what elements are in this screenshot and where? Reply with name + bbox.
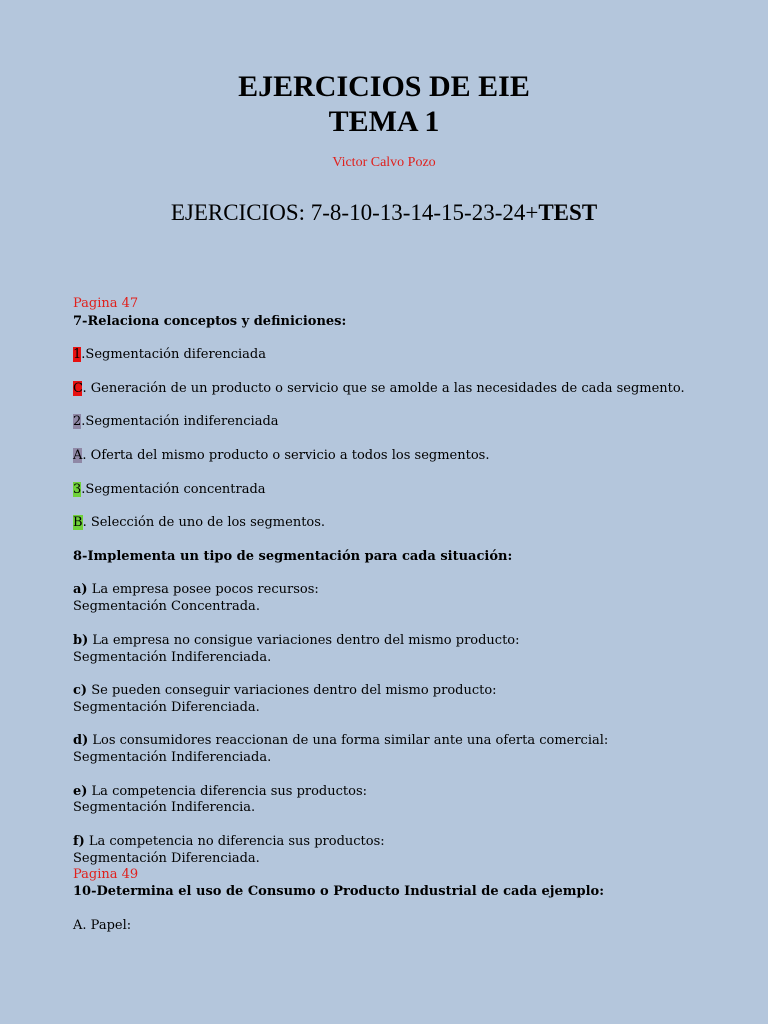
situation-c-label: c)	[73, 683, 88, 698]
match-item-3	[73, 481, 266, 498]
situation-e-label: e)	[73, 784, 88, 799]
situation-c	[73, 682, 497, 699]
match-text-2: .Segmentación indiferenciada	[81, 414, 279, 429]
marker-b: B	[73, 515, 83, 530]
situation-b-answer: Segmentación Indiferenciada.	[73, 650, 272, 665]
situation-b-label: b)	[73, 633, 89, 648]
section-10-heading: 10-Determina el uso de Consumo o Producto Industrial de cada ejemplo:	[73, 884, 605, 899]
situation-e-answer: Segmentación Indiferencia.	[73, 800, 256, 815]
match-item-2	[73, 413, 279, 430]
situation-d-question: Los consumidores reaccionan de una forma similar ante una oferta comercial:	[88, 733, 609, 748]
match-item-c	[73, 380, 685, 397]
situation-d-answer: Segmentación Indiferenciada.	[73, 750, 272, 765]
marker-1: 1	[73, 347, 82, 362]
section-7-heading: 7-Relaciona conceptos y definiciones:	[73, 314, 347, 329]
author-name: Victor Calvo Pozo	[332, 155, 436, 170]
situation-a-answer: Segmentación Concentrada.	[73, 599, 260, 614]
marker-3: 3	[73, 482, 82, 497]
match-item-b	[73, 514, 325, 531]
situation-b	[73, 632, 520, 649]
page-ref-47: Pagina 47	[73, 296, 139, 311]
exercises-prefix: EJERCICIOS: 7-8-10-13-14-15-23-24+	[170, 200, 539, 225]
situation-a	[73, 581, 319, 598]
match-text-a: . Oferta del mismo producto o servicio a todos los segmentos.	[82, 448, 490, 463]
page-ref-49: Pagina 49	[73, 867, 139, 882]
section-8-heading: 8-Implementa un tipo de segmentación para cada situación:	[73, 549, 513, 564]
situation-d	[73, 732, 608, 749]
situation-f-label: f)	[73, 834, 85, 849]
title-line-1: EJERCICIOS DE EIE	[238, 70, 530, 103]
situation-a-question: La empresa posee pocos recursos:	[87, 582, 319, 597]
situation-a-label: a)	[73, 582, 88, 597]
situation-c-answer: Segmentación Diferenciada.	[73, 700, 260, 715]
exercises-test: TEST	[538, 200, 598, 225]
marker-a: A	[73, 448, 83, 463]
exercises-list	[0, 200, 768, 226]
situation-e	[73, 783, 367, 800]
situation-b-question: La empresa no consigue variaciones dentro del mismo producto:	[88, 633, 520, 648]
match-text-b: . Selección de uno de los segmentos.	[82, 515, 326, 530]
title-line-2: TEMA 1	[328, 105, 440, 138]
situation-f-question: La competencia no diferencia sus productos:	[84, 834, 385, 849]
situation-f	[73, 833, 385, 850]
match-text-1: .Segmentación diferenciada	[81, 347, 266, 362]
situation-e-question: La competencia diferencia sus productos:	[87, 784, 368, 799]
match-item-a	[73, 447, 489, 464]
match-text-3: .Segmentación concentrada	[81, 482, 266, 497]
match-text-c: . Generación de un producto o servicio que se amolde a las necesidades de cada segmento.	[82, 381, 685, 396]
marker-2: 2	[73, 414, 82, 429]
situation-f-answer: Segmentación Diferenciada.	[73, 851, 260, 866]
match-item-1	[73, 346, 266, 363]
situation-d-label: d)	[73, 733, 89, 748]
situation-c-question: Se pueden conseguir variaciones dentro del mismo producto:	[87, 683, 497, 698]
marker-c: C	[73, 381, 83, 396]
example-a: A. Papel:	[73, 918, 132, 933]
